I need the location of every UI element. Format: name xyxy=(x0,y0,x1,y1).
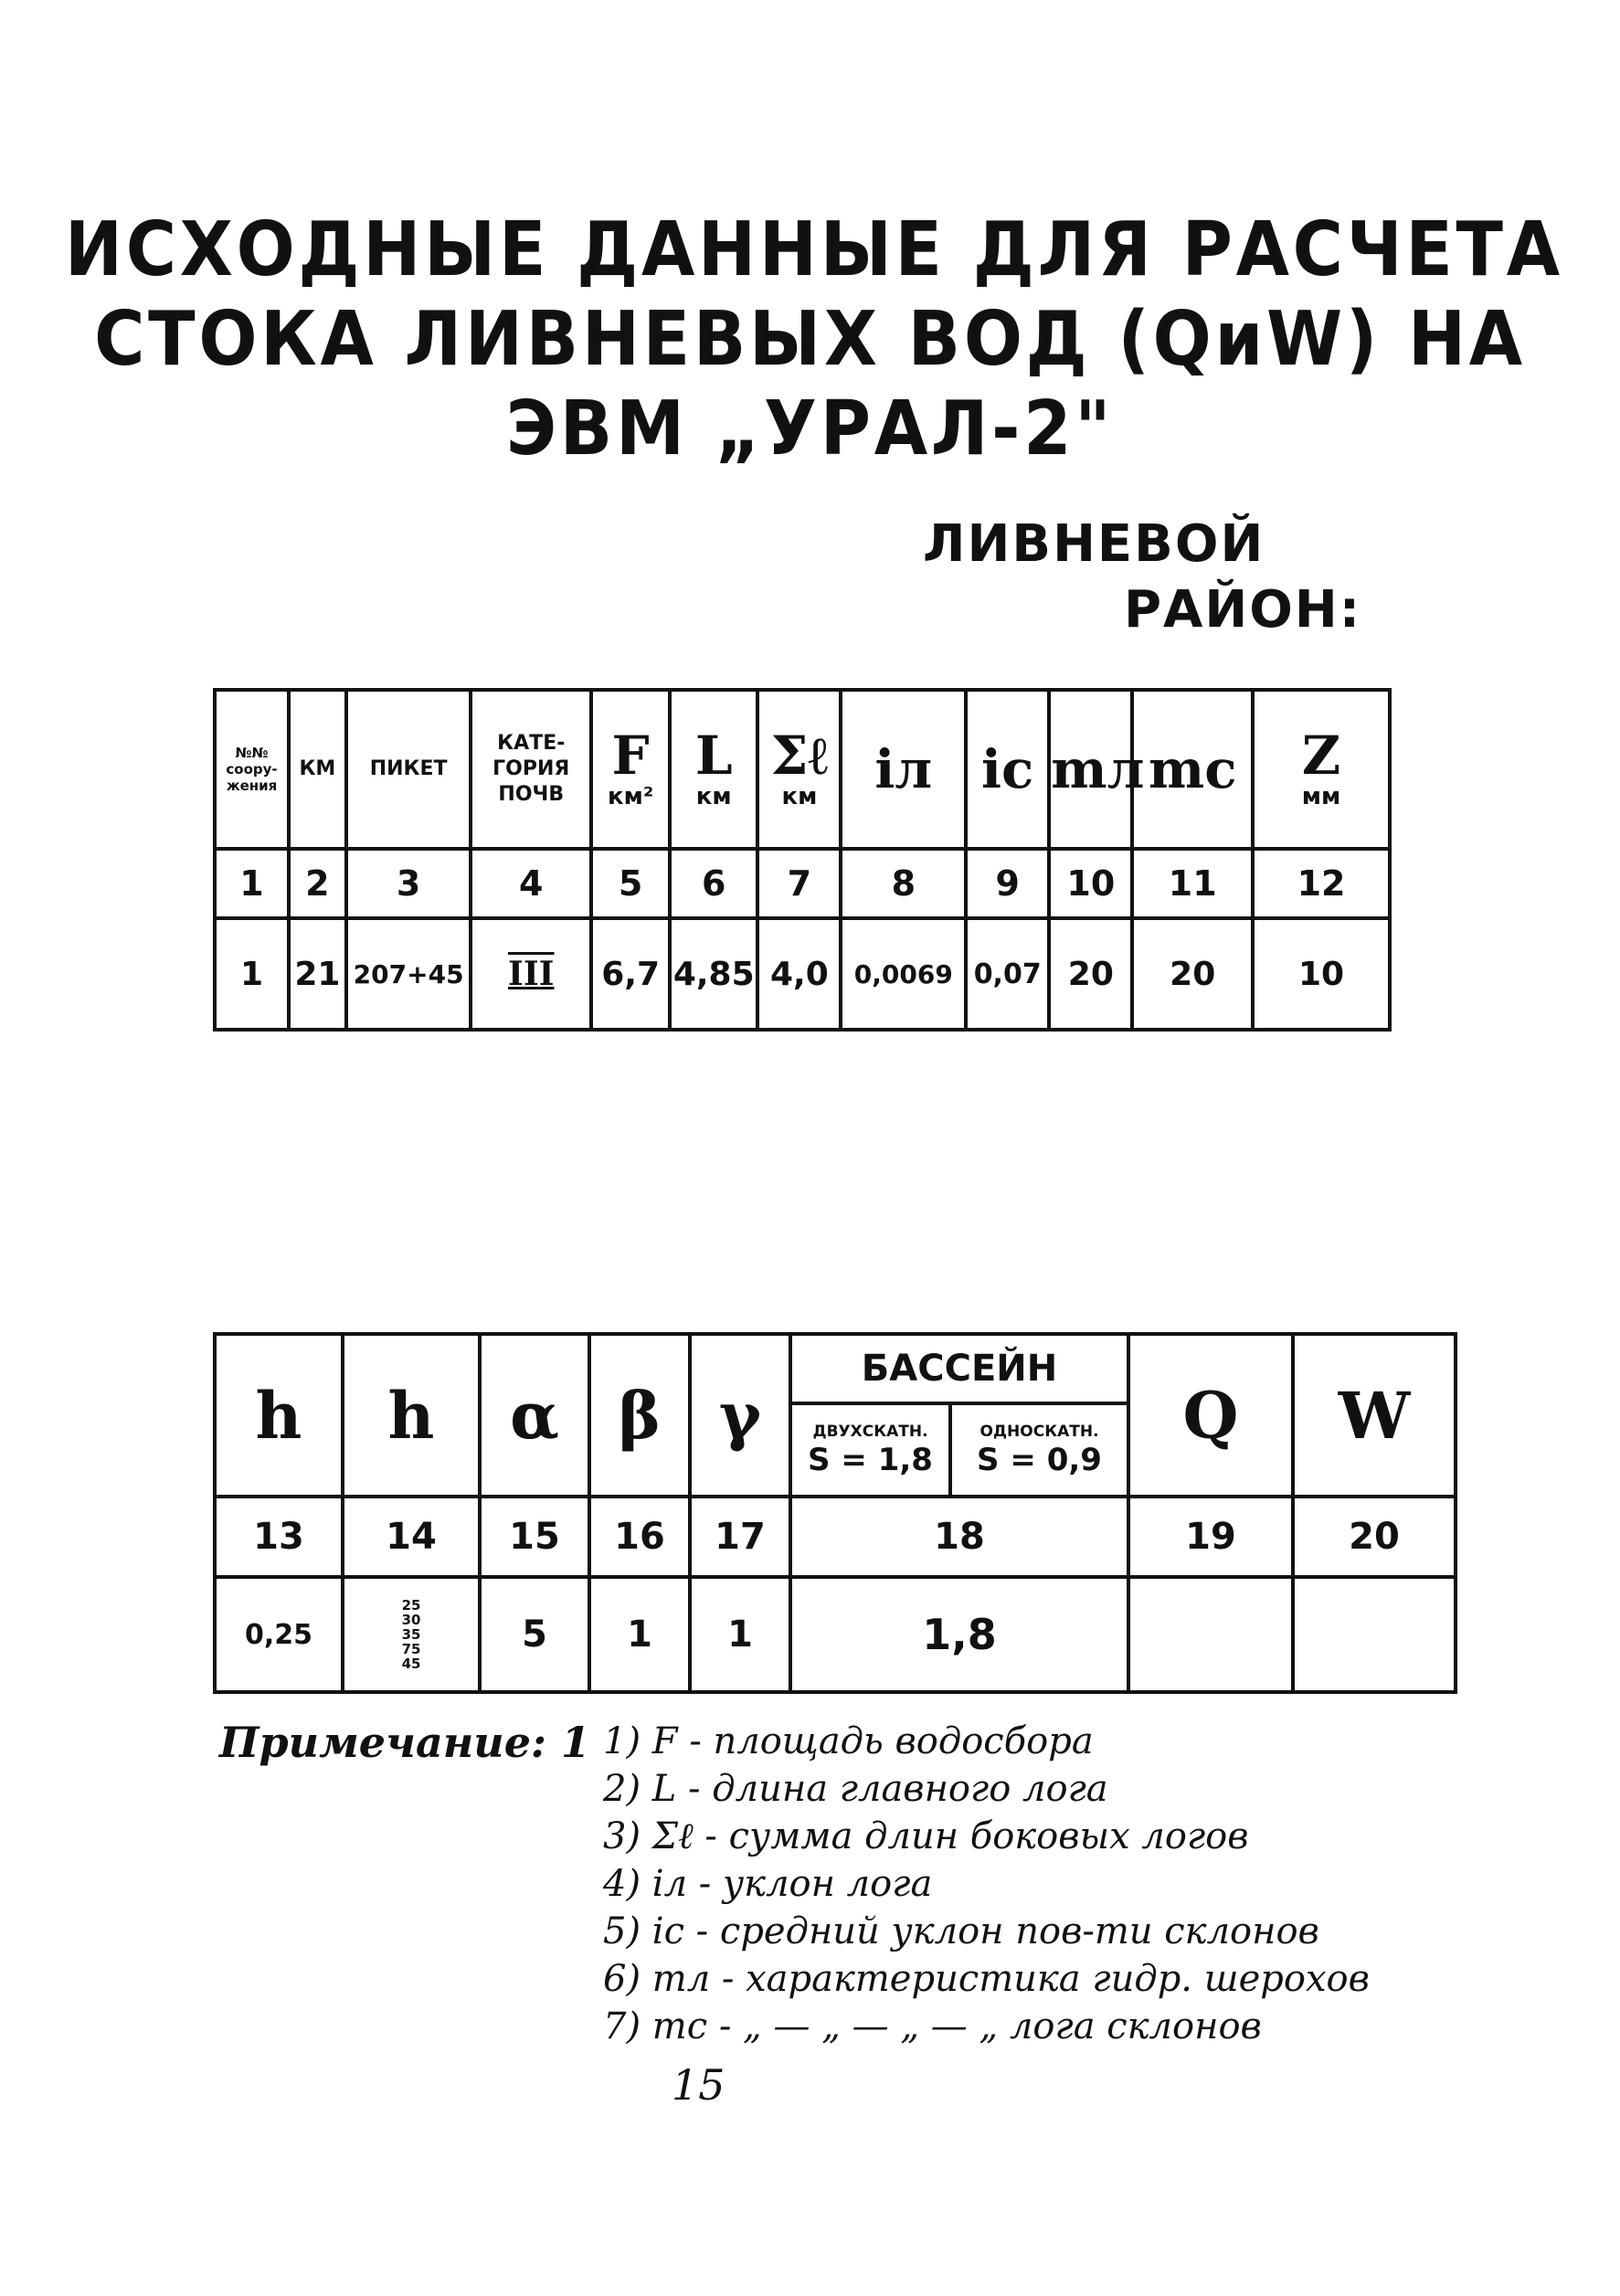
header-soil-category: КАТЕ-ГОРИЯ ПОЧВ xyxy=(471,690,591,849)
col-number: 19 xyxy=(1128,1497,1293,1577)
col-number: 8 xyxy=(841,849,966,918)
note-item: 7) mс - „ — „ — „ — „ лога склонов xyxy=(603,2005,1262,2047)
table-cell: 20 xyxy=(1132,918,1253,1030)
header-alpha: α xyxy=(480,1334,589,1497)
header-l: L км xyxy=(670,690,757,849)
col-number: 5 xyxy=(591,849,670,918)
region-line-2: РАЙОН: xyxy=(1124,580,1362,640)
col-number: 14 xyxy=(343,1497,480,1577)
table-cell-stacked: 25 30 35 75 45 xyxy=(343,1577,480,1692)
table1-number-row xyxy=(215,849,1390,918)
header-sum-l: Σℓ км xyxy=(757,690,841,849)
col-number: 4 xyxy=(471,849,591,918)
col-number: 12 xyxy=(1253,849,1390,918)
col-number: 17 xyxy=(690,1497,790,1577)
region-line-1: ЛИВНЕВОЙ xyxy=(923,514,1265,574)
table-cell: 1 xyxy=(690,1577,790,1692)
title-line-3: ЭВМ „УРАЛ-2" xyxy=(505,386,1115,472)
note-item: 6) mл - характеристика гидр. шерохов xyxy=(603,1958,1370,2000)
table-cell: 20 xyxy=(1049,918,1132,1030)
table-cell: 4,0 xyxy=(757,918,841,1030)
header-w: W xyxy=(1293,1334,1456,1497)
note-item: 5) iс - средний уклон пов-ти склонов xyxy=(603,1910,1319,1952)
title-line-2: СТОКА ЛИВНЕВЫХ ВОД (QиW) НА xyxy=(94,296,1526,383)
result-params-table xyxy=(213,1332,1457,1694)
table-cell-empty xyxy=(1128,1577,1293,1692)
header-basin: БАССЕЙН xyxy=(790,1334,1128,1403)
col-number: 13 xyxy=(215,1497,343,1577)
table2-header-row xyxy=(215,1334,1456,1403)
table-cell: 5 xyxy=(480,1577,589,1692)
title-line-1: ИСХОДНЫЕ ДАННЫЕ ДЛЯ РАСЧЕТА xyxy=(64,206,1563,293)
notes-label: Примечание: 1 xyxy=(219,1718,591,1767)
note-item: 3) Σℓ - сумма длин боковых логов xyxy=(603,1815,1249,1857)
table-cell: III xyxy=(471,918,591,1030)
header-beta: β xyxy=(589,1334,690,1497)
table-cell: 10 xyxy=(1253,918,1390,1030)
note-item: 2) L - длина главного лога xyxy=(603,1768,1108,1810)
table-cell: 0,0069 xyxy=(841,918,966,1030)
header-gamma: γ xyxy=(690,1334,790,1497)
header-km: КМ xyxy=(289,690,346,849)
rain-region-label xyxy=(923,512,1380,643)
table-cell: 6,7 xyxy=(591,918,670,1030)
col-number: 3 xyxy=(346,849,471,918)
table-cell: 207+45 xyxy=(346,918,471,1030)
table1-header-row xyxy=(215,690,1390,849)
header-basin-two-slope: ДВУХСКАТН. S = 1,8 xyxy=(790,1403,950,1497)
header-h-small: h xyxy=(215,1334,343,1497)
header-z: Z мм xyxy=(1253,690,1390,849)
table2-value-row xyxy=(215,1577,1456,1692)
col-number: 6 xyxy=(670,849,757,918)
table-cell: 0,25 xyxy=(215,1577,343,1692)
note-item: 4) iл - уклон лога xyxy=(603,1863,933,1905)
col-number: 15 xyxy=(480,1497,589,1577)
table2-number-row xyxy=(215,1497,1456,1577)
col-number: 16 xyxy=(589,1497,690,1577)
col-number: 7 xyxy=(757,849,841,918)
header-ic: iс xyxy=(966,690,1049,849)
header-h: h xyxy=(343,1334,480,1497)
col-number: 20 xyxy=(1293,1497,1456,1577)
col-number: 1 xyxy=(215,849,289,918)
table-cell: 1,8 xyxy=(790,1577,1128,1692)
header-il: iл xyxy=(841,690,966,849)
table-cell: 1 xyxy=(215,918,289,1030)
note-item: 1) F - площадь водосбора xyxy=(603,1720,1094,1762)
table-cell: 1 xyxy=(589,1577,690,1692)
table1-value-row xyxy=(215,918,1390,1030)
document-title xyxy=(64,206,1563,474)
notes-list xyxy=(603,1718,1407,2050)
table-cell: 21 xyxy=(289,918,346,1030)
header-basin-one-slope: ОДНОСКАТН. S = 0,9 xyxy=(950,1403,1128,1497)
table-cell: 4,85 xyxy=(670,918,757,1030)
header-mc: mс xyxy=(1132,690,1253,849)
col-number: 10 xyxy=(1049,849,1132,918)
table-cell-empty xyxy=(1293,1577,1456,1692)
page-number: 15 xyxy=(672,2060,725,2110)
header-f: F км² xyxy=(591,690,670,849)
input-data-table xyxy=(213,688,1392,1032)
header-picket: ПИКЕТ xyxy=(346,690,471,849)
header-q: Q xyxy=(1128,1334,1293,1497)
table-cell: 0,07 xyxy=(966,918,1049,1030)
col-number: 2 xyxy=(289,849,346,918)
header-ml: mл xyxy=(1049,690,1132,849)
col-number: 9 xyxy=(966,849,1049,918)
header-structure-no: №№ соору-жения xyxy=(215,690,289,849)
col-number: 18 xyxy=(790,1497,1128,1577)
col-number: 11 xyxy=(1132,849,1253,918)
